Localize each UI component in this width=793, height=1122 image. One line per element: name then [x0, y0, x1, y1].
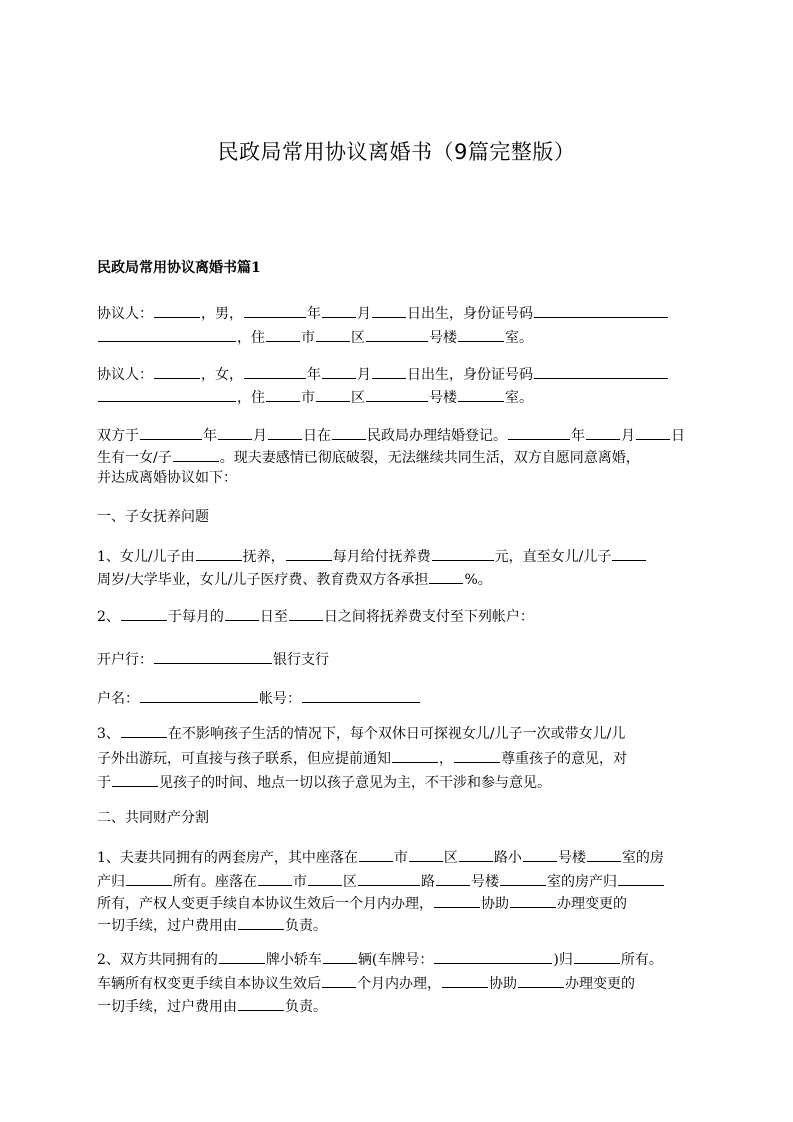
sec2-item2-line1: 2、双方共同拥有的 牌小轿车 辆(车牌号： )归 所有。	[97, 948, 663, 970]
blank-field	[238, 995, 284, 1011]
blank-field	[458, 386, 504, 402]
account-line: 户名： 帐号：	[97, 687, 421, 709]
blank-field	[434, 892, 480, 908]
sec2-item1-line1: 1、夫妻共同拥有的两套房产，其中座落在 市 区 路小 号楼 室的房	[97, 846, 664, 868]
blank-field	[510, 892, 556, 908]
sec1-item3-line1: 3、 在不影响孩子生活的情况下，每个双休日可探视女儿/儿子一次或带女儿/儿	[97, 722, 625, 744]
blank-field	[258, 870, 292, 886]
party2-line1: 协议人： ，女， 年 月 日出生，身份证号码	[97, 363, 669, 385]
blank-field	[112, 771, 158, 787]
blank-field	[98, 326, 236, 342]
section1-title: 一、子女抚养问题	[97, 509, 209, 525]
blank-field	[322, 972, 356, 988]
sec1-item1-line2: 周岁/大学毕业，女儿/儿子医疗费、教育费双方各承担 %。	[97, 568, 492, 590]
blank-field	[266, 386, 300, 402]
blank-field	[518, 972, 564, 988]
blank-field	[286, 545, 332, 561]
blank-field	[366, 386, 428, 402]
blank-field	[332, 424, 366, 440]
blank-field	[140, 424, 202, 440]
blank-field	[574, 948, 620, 964]
bank-line: 开户行： 银行支行	[97, 648, 329, 670]
sec2-item1-line4: 一切手续，过户费用由 负责。	[97, 914, 327, 936]
blank-field	[268, 424, 302, 440]
document-title: 民政局常用协议离婚书（9篇完整版）	[217, 140, 576, 164]
blank-field	[366, 326, 428, 342]
intro-line1: 双方于 年 月 日在 民政局办理结婚登记。 年 月 日	[97, 424, 685, 446]
blank-field	[121, 605, 167, 621]
blank-field	[173, 446, 219, 462]
blank-field	[534, 302, 668, 318]
blank-field	[322, 302, 356, 318]
intro-line3: 并达成离婚协议如下：	[97, 470, 237, 486]
blank-field	[392, 747, 438, 763]
sec2-item1-line2: 产归 所有。座落在 市 区 路 号楼 室的房产归	[97, 870, 665, 892]
blank-field	[372, 363, 406, 379]
blank-field	[358, 870, 420, 886]
blank-field	[322, 363, 356, 379]
blank-field	[225, 605, 259, 621]
party1-line2: ，住 市 区 号楼 室。	[97, 326, 533, 348]
blank-field	[316, 326, 350, 342]
blank-field	[98, 386, 236, 402]
blank-field	[372, 302, 406, 318]
blank-field	[218, 424, 252, 440]
blank-field	[154, 302, 200, 318]
intro-line2: 生有一女/子 。现夫妻感情已彻底破裂，无法继续共同生活，双方自愿同意离婚，	[97, 446, 640, 468]
blank-field	[429, 568, 463, 584]
sec1-item2: 2、 于每月的 日至 日之间将抚养费支付至下列帐户：	[97, 605, 534, 627]
blank-field	[442, 972, 488, 988]
sec1-item1-line1: 1、女儿/儿子由 抚养， 每月给付抚养费 元，直至女儿/儿子	[97, 545, 647, 567]
blank-field	[636, 424, 670, 440]
blank-field	[459, 846, 493, 862]
blank-field	[586, 424, 620, 440]
blank-field	[458, 326, 504, 342]
blank-field	[219, 948, 265, 964]
blank-field	[121, 722, 167, 738]
blank-field	[534, 363, 668, 379]
sec2-item1-line3: 所有，产权人变更手续自本协议生效后一个月内办理， 协助 办理变更的	[97, 892, 627, 914]
sec1-item3-line3: 于 见孩子的时间、地点一切以孩子意见为主，不干涉和参与意见。	[97, 771, 551, 793]
blank-field	[618, 870, 664, 886]
section2-title: 二、共同财产分割	[97, 810, 209, 826]
blank-field	[436, 870, 470, 886]
blank-field	[302, 687, 420, 703]
sec2-item2-line3: 一切手续，过户费用由 负责。	[97, 995, 327, 1017]
blank-field	[612, 545, 646, 561]
party2-line2: ，住 市 区 号楼 室。	[97, 386, 533, 408]
blank-field	[523, 846, 557, 862]
blank-field	[154, 648, 272, 664]
blank-field	[508, 424, 570, 440]
blank-field	[500, 870, 546, 886]
blank-field	[154, 363, 200, 379]
blank-field	[140, 687, 258, 703]
blank-field	[126, 870, 172, 886]
blank-field	[244, 302, 306, 318]
blank-field	[289, 605, 323, 621]
blank-field	[238, 914, 284, 930]
blank-field	[409, 846, 443, 862]
blank-field	[316, 386, 350, 402]
blank-field	[323, 948, 357, 964]
blank-field	[266, 326, 300, 342]
blank-field	[308, 870, 342, 886]
section-heading: 民政局常用协议离婚书篇1	[97, 260, 261, 276]
blank-field	[432, 545, 494, 561]
blank-field	[587, 846, 621, 862]
party1-line1: 协议人： ，男， 年 月 日出生，身份证号码	[97, 302, 669, 324]
blank-field	[454, 747, 500, 763]
sec2-item2-line2: 车辆所有权变更手续自本协议生效后 个月内办理， 协助 办理变更的	[97, 972, 635, 994]
blank-field	[196, 545, 242, 561]
blank-field	[434, 948, 552, 964]
blank-field	[244, 363, 306, 379]
blank-field	[359, 846, 393, 862]
sec1-item3-line2: 子外出游玩，可直接与孩子联系，但应提前通知 ， 尊重孩子的意见，对	[97, 747, 627, 769]
